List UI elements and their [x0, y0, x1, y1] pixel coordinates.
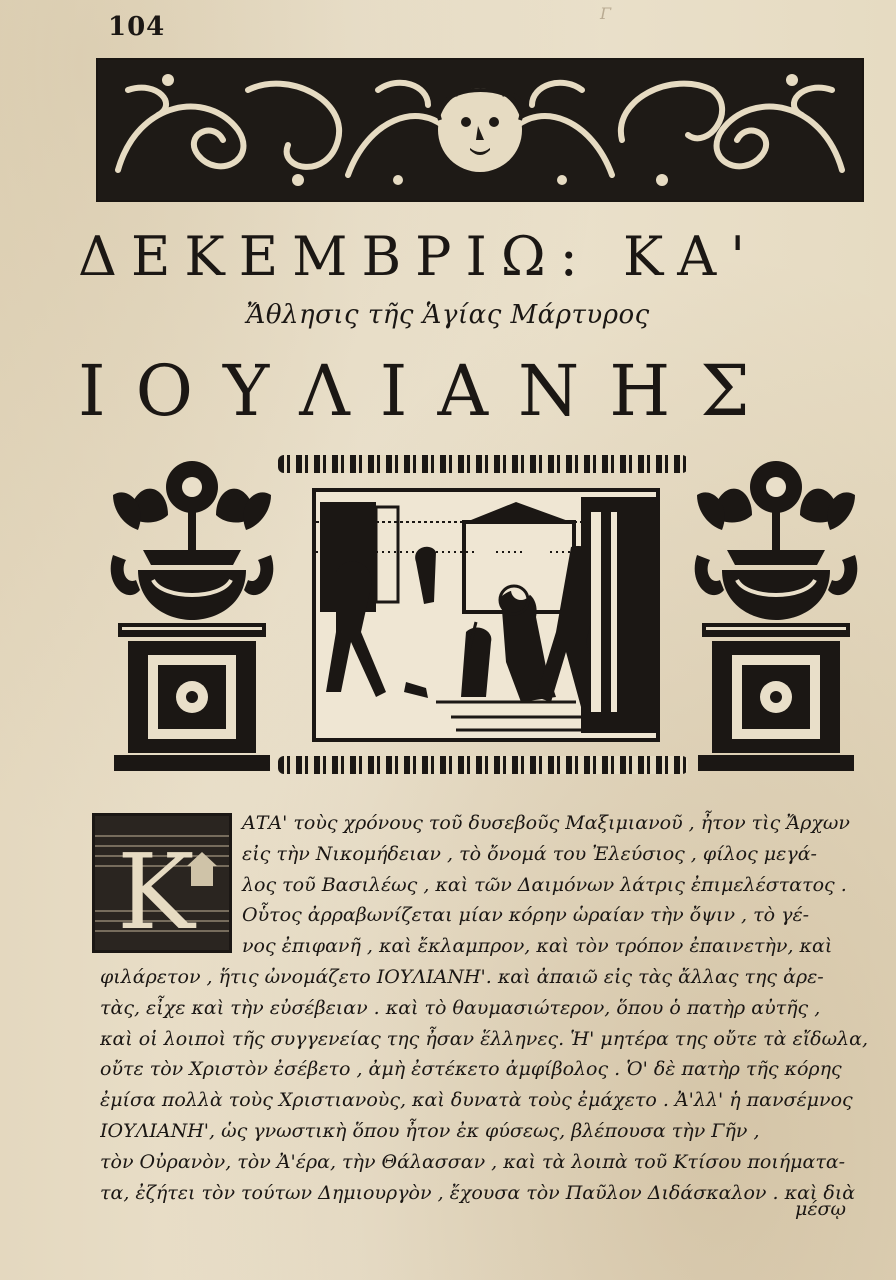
- month-title: ΔΕΚΕΜΒΡΙΩ: ΚΑ': [78, 225, 760, 288]
- text-line: Οὗτος ἀρραβωνίζεται μίαν κόρην ὡραίαν τὴν ὄψιν , τὸ γέ-: [242, 904, 810, 927]
- body-text: [100, 808, 880, 1208]
- text-line: καὶ οἱ λοιποὶ τῆς συγγενείας της ἦσαν ἕλληνες. Ἡ' μητέρα της οὔτε τὰ εἴδωλα,: [100, 1027, 869, 1050]
- bleed-through-text: Γ: [600, 4, 612, 23]
- subtitle: Ἄθλησις τῆς Ἁγίας Μάρτυρος: [246, 300, 650, 330]
- text-line: τα, ἐζήτει τὸν τούτων Δημιουργὸν , ἔχουσα τὸν Παῦλον Διδάσκαλον . καὶ διὰ: [100, 1181, 856, 1204]
- headpiece-ornament: [96, 58, 864, 202]
- woodcut-scene-icon: [316, 492, 656, 738]
- left-vase-ornament: [108, 455, 276, 785]
- catchword: μέσῳ: [795, 1198, 847, 1220]
- text-line: ΙΟΥΛΙΑΝΗ', ὡς γνωστικὴ ὅπου ἦτον ἐκ φύσεως, βλέπουσα τὴν Γῆν ,: [100, 1119, 760, 1142]
- foliage-ornament-icon: [98, 60, 862, 200]
- saint-name: ΙΟΥΛΙΑΝΗΣ: [78, 350, 780, 432]
- page-number: 104: [108, 12, 166, 42]
- martyrdom-woodcut: [312, 488, 660, 742]
- text-line: εἰς τὴν Νικομήδειαν , τὸ ὄνομά του Ἐλεύσιος , φίλος μεγά-: [242, 842, 817, 865]
- drop-cap-letter: K: [117, 831, 195, 950]
- text-line: τὸν Οὐρανὸν, τὸν Ἀ'έρα, τὴν Θάλασσαν , καὶ τὰ λοιπὰ τοῦ Κτίσου ποιήματα-: [100, 1150, 846, 1173]
- text-line: φιλάρετον , ἥτις ὠνομάζετο ΙΟΥΛΙΑΝΗ'. καὶ ἀπαιῶ εἰς τὰς ἄλλας της ἀρε-: [100, 965, 824, 988]
- text-line: οὔτε τὸν Χριστὸν ἐσέβετο , ἀμὴ ἐστέκετο ἀμφίβολος . Ὁ' δὲ πατὴρ τῆς κόρης: [100, 1058, 842, 1081]
- flower-vase-icon: [108, 455, 276, 785]
- text-line: ἐμίσα πολλὰ τοὺς Χριστιανοὺς, καὶ δυνατὰ τοὺς ἐμάχετο . Ἀ'λλ' ἡ πανσέμνος: [100, 1089, 853, 1112]
- text-line: νος ἐπιφανῆ , καὶ ἔκλαμπρον, καὶ τὸν τρόπον ἐπαινετὴν, καὶ: [242, 935, 833, 958]
- right-vase-ornament: [692, 455, 860, 785]
- text-line: λος τοῦ Βασιλέως , καὶ τῶν Δαιμόνων λάτρις ἐπιμελέστατος .: [242, 873, 847, 896]
- fleuron-band-top: [278, 455, 688, 473]
- fleuron-band-bottom: [278, 756, 688, 774]
- flower-vase-icon: [692, 455, 860, 785]
- text-line: τὰς, εἶχε καὶ τὴν εὐσέβειαν . καὶ τὸ θαυμασιώτερον, ὅπου ὁ πατὴρ αὐτῆς ,: [100, 996, 821, 1019]
- text-line: ΑΤΑ' τοὺς χρόνους τοῦ δυσεβοῦς Μαξιμιανοῦ , ἦτον τὶς Ἄρχων: [242, 812, 850, 834]
